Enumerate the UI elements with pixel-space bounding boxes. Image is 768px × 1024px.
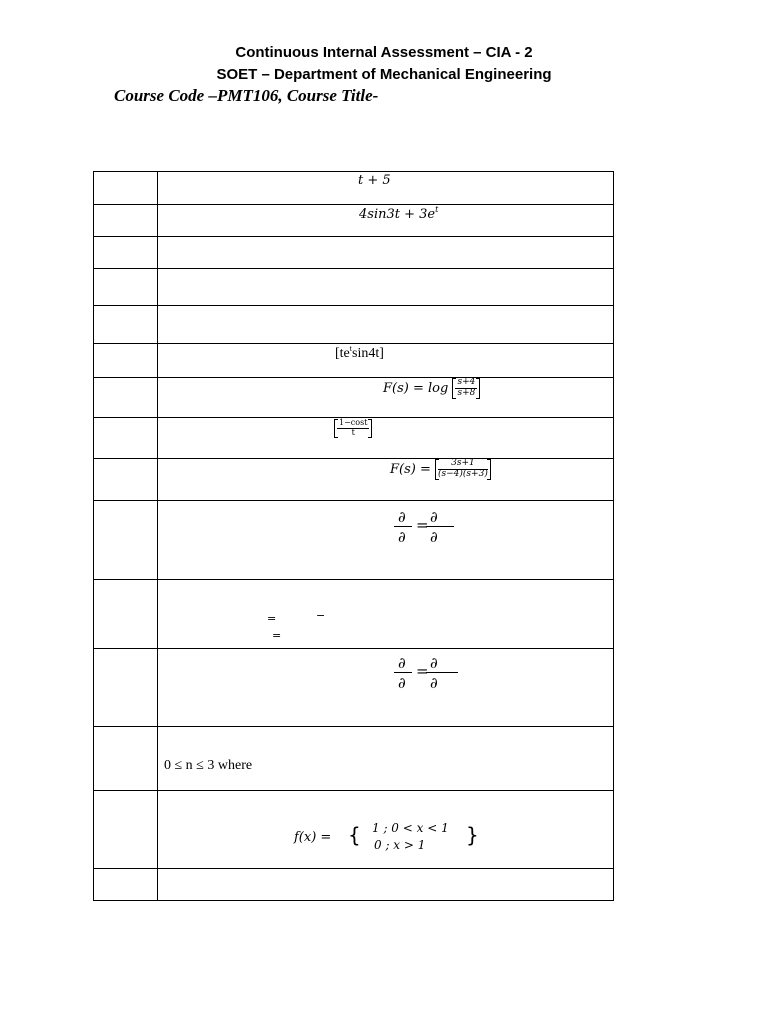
- row-divider: [94, 204, 613, 205]
- partial-differential-equation: ∂ ∂ = ∂ ∂: [394, 654, 460, 694]
- partial-differential-equation: ∂ ∂ = ∂ ∂: [394, 508, 456, 548]
- question-table: [93, 171, 614, 901]
- row-divider: [94, 500, 613, 501]
- piecewise-case-one: 1 ; 0 < x < 1: [372, 821, 449, 835]
- expression-te-sin4t: $[te^t\sin 4t]$: [335, 344, 384, 361]
- course-code-line: Course Code –PMT106, Course Title-: [114, 86, 379, 105]
- row-divider: [94, 268, 613, 269]
- expression-one-minus-cos: $\frac{1-\cos t}{t}$: [334, 419, 372, 438]
- row-divider: [94, 900, 613, 901]
- row-divider: [94, 236, 613, 237]
- row-divider: [94, 458, 613, 459]
- piecewise-case-two: 0 ; x > 1: [374, 838, 426, 852]
- row-divider: [94, 726, 613, 727]
- row-divider: [94, 790, 613, 791]
- row-divider: [94, 171, 613, 172]
- equals-sign: =: [267, 612, 277, 625]
- expression-sin-exp: $4\sin 3t + 3e^t$: [359, 205, 439, 222]
- row-divider: [94, 305, 613, 306]
- row-divider: [94, 377, 613, 378]
- equals-sign: =: [272, 629, 282, 642]
- expression-t-plus-5: t + 5: [358, 173, 391, 188]
- piecewise-function-lhs: f(x) =: [294, 830, 332, 845]
- expression-partial-fraction: F(s) = $\frac{3s+1}{(s-4)(s+3)}$: [390, 459, 491, 480]
- row-divider: [94, 648, 613, 649]
- assessment-title: Continuous Internal Assessment – CIA - 2: [235, 44, 533, 61]
- department-title: SOET – Department of Mechanical Engineering: [216, 66, 552, 83]
- left-brace: {: [348, 823, 361, 847]
- row-divider: [94, 868, 613, 869]
- right-brace: }: [466, 823, 479, 847]
- row-divider: [94, 579, 613, 580]
- range-condition-text: 0 ≤ n ≤ 3 where: [164, 758, 253, 773]
- expression-log-transform: F(s) = log $\frac{s+4}{s+8}$: [383, 378, 480, 399]
- minus-sign: −: [316, 609, 326, 622]
- question-number-column-divider: [157, 171, 158, 901]
